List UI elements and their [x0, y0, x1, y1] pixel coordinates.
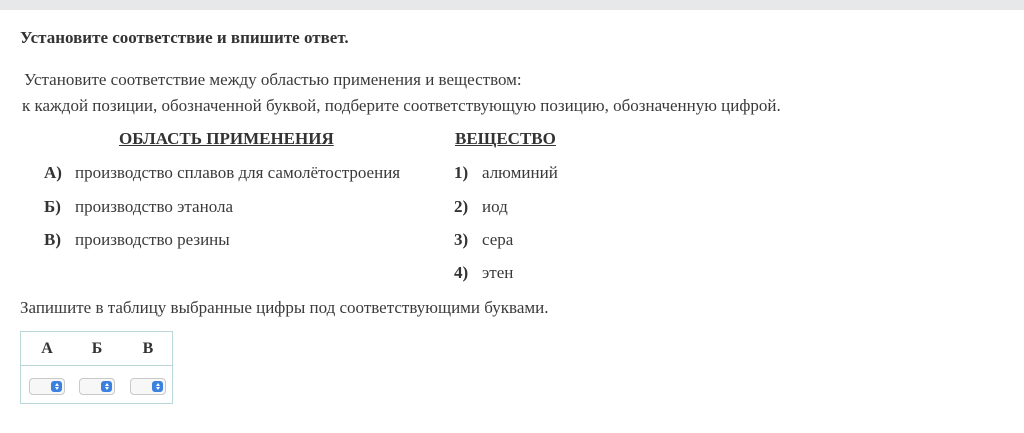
answer-header-b: Б — [91, 340, 103, 357]
select-arrows-icon — [152, 381, 163, 392]
task-instruction: Установите соответствие и впишите ответ. — [20, 28, 349, 47]
substance-item-1 — [454, 163, 558, 183]
column-header-application-area: ОБЛАСТЬ ПРИМЕНЕНИЯ — [119, 129, 334, 148]
substance-item-3 — [454, 230, 513, 250]
select-arrows-icon — [51, 381, 62, 392]
answer-table — [20, 331, 173, 404]
top-bar — [0, 0, 1024, 10]
item-key: 3) — [454, 230, 469, 249]
item-key: 4) — [454, 263, 469, 282]
item-key: Б) — [44, 197, 61, 216]
item-key: В) — [44, 230, 61, 249]
item-text: производство этанола — [75, 197, 233, 216]
answer-select-a[interactable] — [29, 378, 65, 395]
column-header-substance: ВЕЩЕСТВО — [455, 129, 556, 148]
answer-select-b[interactable] — [79, 378, 115, 395]
substance-item-4 — [454, 263, 513, 283]
application-item-b — [44, 197, 233, 217]
item-text: алюминий — [482, 163, 558, 182]
item-text: производство сплавов для самолётостроения — [75, 163, 401, 182]
item-text: производство резины — [75, 230, 230, 249]
application-item-v — [44, 230, 230, 250]
answer-header-a: А — [41, 340, 53, 357]
task-description-line-1: Установите соответствие между областью применения и веществом: — [24, 70, 522, 89]
item-text: иод — [482, 197, 508, 216]
answer-header-v: В — [142, 340, 154, 357]
item-text: этен — [482, 263, 514, 282]
substance-item-2 — [454, 197, 508, 217]
item-text: сера — [482, 230, 514, 249]
select-arrows-icon — [101, 381, 112, 392]
item-key: 1) — [454, 163, 469, 182]
answer-table-header-row — [21, 332, 172, 366]
item-key: 2) — [454, 197, 469, 216]
task-description-line-2: к каждой позиции, обозначенной буквой, подберите соответствующую позицию, обозначенную цифрой. — [22, 96, 781, 115]
application-item-a — [44, 163, 400, 183]
item-key: А) — [44, 163, 62, 182]
answer-select-v[interactable] — [130, 378, 166, 395]
answer-prompt: Запишите в таблицу выбранные цифры под соответствующими буквами. — [20, 298, 549, 317]
